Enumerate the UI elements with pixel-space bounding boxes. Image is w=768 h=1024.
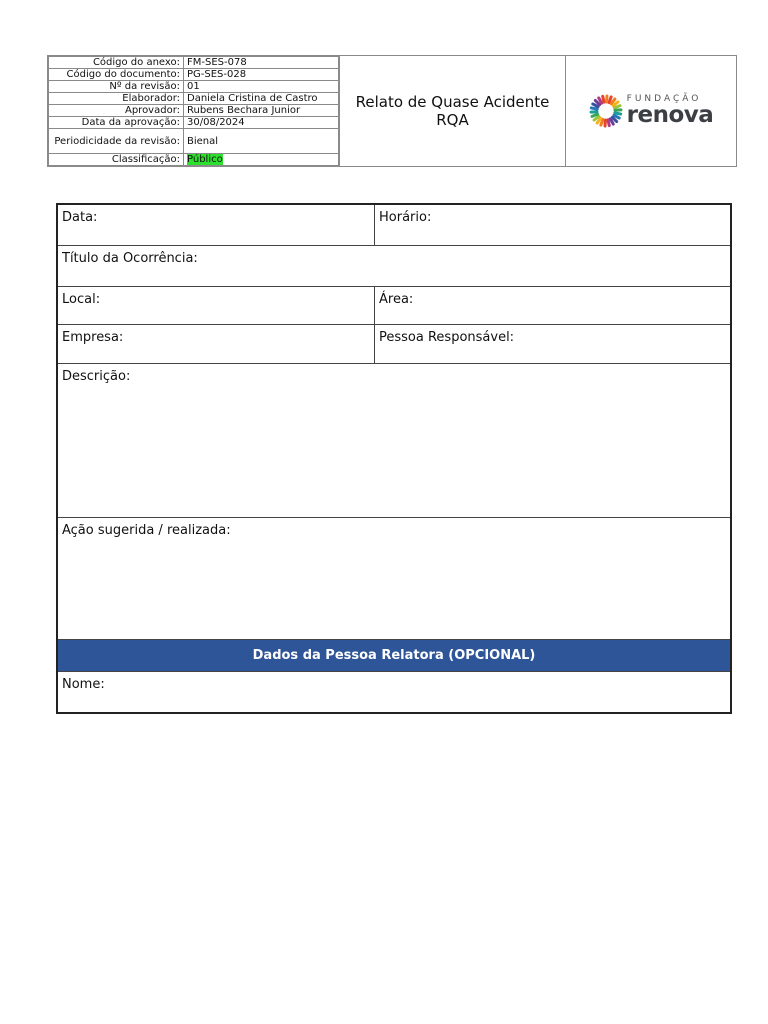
meta-row [49,57,339,69]
form-row-date-time [58,205,730,246]
logo-ray [609,97,611,103]
area-field[interactable] [375,287,730,324]
meta-label: Classificação: [49,154,184,166]
data-label: Data: [62,210,98,225]
incident-report-form [56,203,732,714]
meta-label: Data da aprovação: [49,117,184,129]
relator-section-title: Dados da Pessoa Relatora (OPCIONAL) [252,648,536,663]
meta-value: Bienal [184,129,339,154]
classification-badge: Público [187,154,223,165]
logo-ray [614,113,620,114]
acao-label: Ação sugerida / realizada: [62,523,231,538]
meta-row [49,93,339,105]
document-title-line2: RQA [436,111,469,129]
form-row-description [58,364,730,518]
meta-value: PG-SES-028 [184,69,339,81]
classification-cell [184,154,339,166]
meta-row [49,69,339,81]
meta-value: Daniela Cristina de Castro [184,93,339,105]
acao-field[interactable] [58,518,730,639]
descricao-field[interactable] [58,364,730,517]
area-label: Área: [379,292,414,307]
local-field[interactable] [58,287,375,324]
horario-field[interactable] [375,205,730,245]
empresa-field[interactable] [58,325,375,363]
logo-ray [614,106,620,108]
document-title [339,56,566,166]
form-row-title [58,246,730,287]
logo-text [627,95,714,127]
meta-row [49,117,339,129]
titulo-label: Título da Ocorrência: [62,251,198,266]
form-row-location [58,287,730,325]
meta-label: Aprovador: [49,105,184,117]
meta-label: Periodicidade da revisão: [49,129,184,154]
meta-label: Elaborador: [49,93,184,105]
logo-ray [602,96,603,102]
form-row-action [58,518,730,640]
relator-section-header [58,640,730,672]
logo-ray [591,108,597,109]
pessoa-responsavel-label: Pessoa Responsável: [379,330,515,345]
titulo-field[interactable] [58,246,730,286]
logo-ray [592,114,598,116]
meta-label: Código do anexo: [49,57,184,69]
logo-ray [608,120,609,126]
logo-ray [601,119,603,125]
local-label: Local: [62,292,101,307]
meta-value: Rubens Bechara Junior [184,105,339,117]
form-row-company [58,325,730,364]
empresa-label: Empresa: [62,330,124,345]
document-title-line1: Relato de Quase Acidente [355,93,550,111]
meta-label: Nº da revisão: [49,81,184,93]
meta-label: Código do documento: [49,69,184,81]
horario-label: Horário: [379,210,432,225]
meta-row [49,129,339,154]
meta-value: FM-SES-078 [184,57,339,69]
renova-logo-icon [589,91,623,131]
logo [566,56,736,166]
meta-row [49,105,339,117]
meta-value: 01 [184,81,339,93]
form-row-name [58,672,730,712]
meta-row [49,154,339,166]
document-meta-table [48,56,339,166]
pessoa-responsavel-field[interactable] [375,325,730,363]
meta-value: 30/08/2024 [184,117,339,129]
data-field[interactable] [58,205,375,245]
meta-row [49,81,339,93]
logo-small-text: FUNDAÇÃO [626,94,702,104]
logo-big-text: renova [626,102,714,128]
descricao-label: Descrição: [62,369,131,384]
nome-field[interactable] [58,672,730,712]
document-header [47,55,737,167]
nome-label: Nome: [62,677,105,692]
